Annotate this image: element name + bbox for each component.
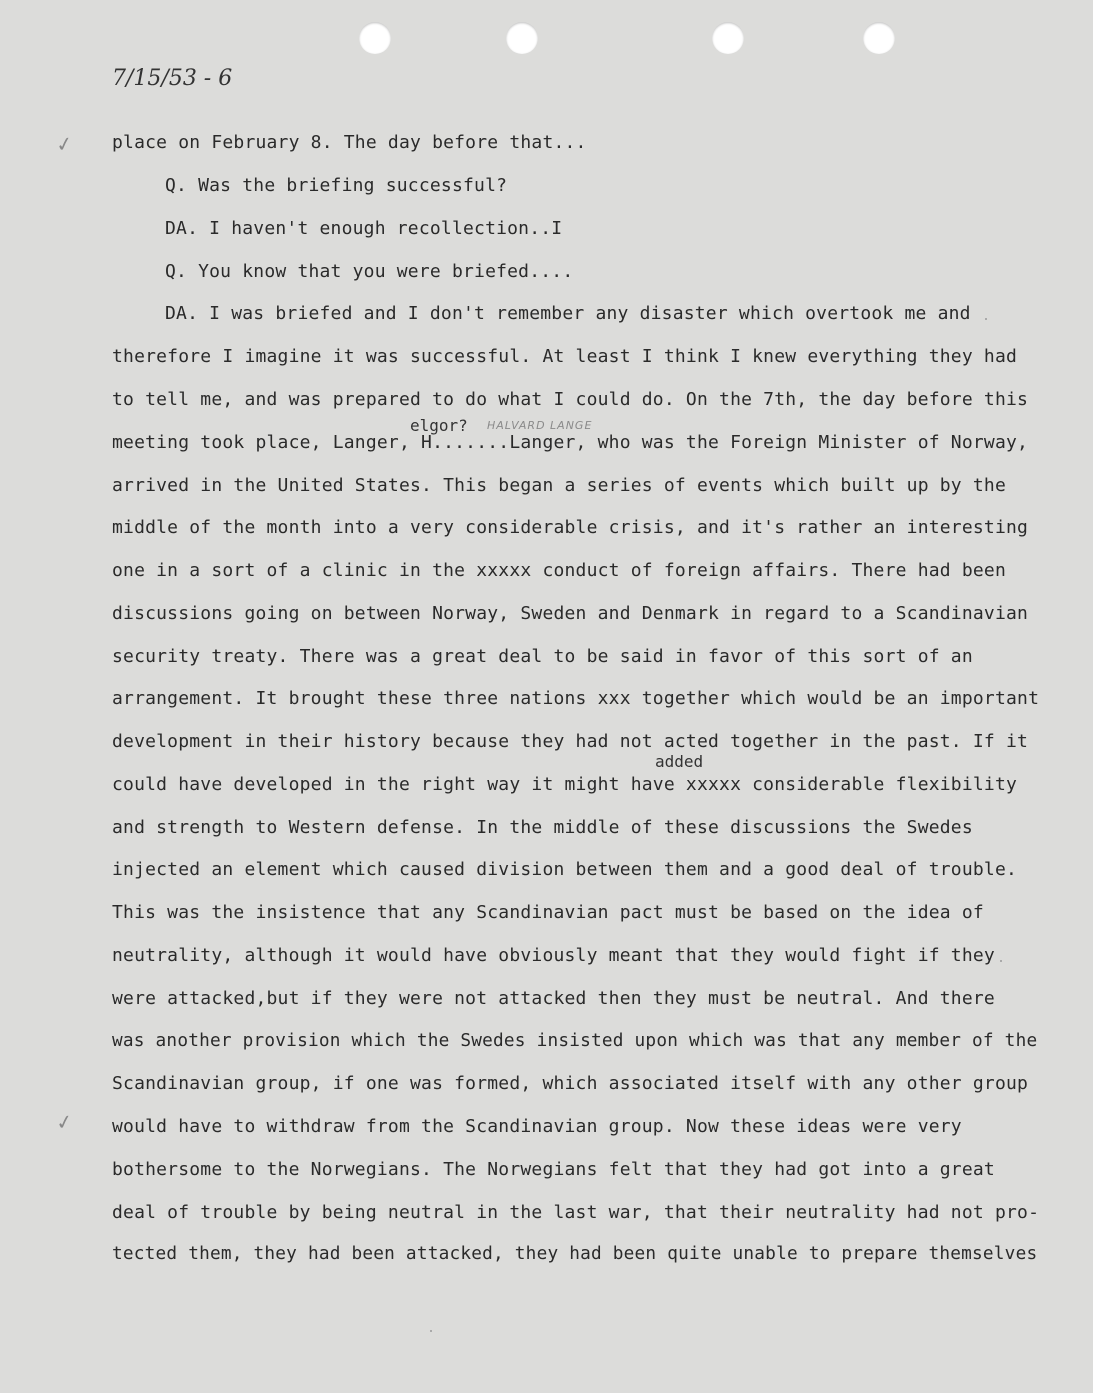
margin-check-mark: ✓: [54, 1108, 75, 1136]
punch-hole: [863, 22, 895, 54]
text-line: neutrality, although it would have obviously meant that they would fight if they: [112, 945, 995, 966]
text-line: place on February 8. The day before that...: [112, 132, 587, 153]
punch-hole: [359, 22, 391, 54]
typed-insertion: added: [655, 752, 704, 771]
text-line: This was the insistence that any Scandinavian pact must be based on the idea of: [112, 902, 984, 923]
text-line: bothersome to the Norwegians. The Norwegians felt that they had got into a great: [112, 1159, 995, 1180]
text-line: and strength to Western defense. In the middle of these discussions the Swedes: [112, 817, 973, 838]
text-line: could have developed in the right way it might have xxxxx considerable flexibility: [112, 774, 1018, 795]
text-line: injected an element which caused division between them and a good deal of trouble.: [112, 859, 1018, 880]
text-line: development in their history because they had not acted together in the past. If it: [112, 731, 1029, 752]
text-line: meeting took place, Langer, H.......Langer, who was the Foreign Minister of Norway,: [112, 432, 1029, 453]
text-line: to tell me, and was prepared to do what I could do. On the 7th, the day before this: [112, 389, 1029, 410]
punch-hole: [712, 22, 744, 54]
text-line: arrived in the United States. This began a series of events which built up by the: [112, 475, 1006, 496]
text-line: would have to withdraw from the Scandinavian group. Now these ideas were very: [112, 1116, 962, 1137]
text-line: deal of trouble by being neutral in the last war, that their neutrality had not pro-: [112, 1202, 1040, 1223]
text-line: Q. Was the briefing successful?: [165, 175, 508, 196]
punch-hole: [506, 22, 538, 54]
text-line: Scandinavian group, if one was formed, which associated itself with any other group: [112, 1073, 1029, 1094]
page-identifier: 7/15/53 - 6: [112, 66, 233, 91]
text-line: DA. I haven't enough recollection..I: [165, 218, 563, 239]
text-line: therefore I imagine it was successful. At least I think I knew everything they had: [112, 346, 1018, 367]
text-line: DA. I was briefed and I don't remember any disaster which overtook me and: [165, 303, 971, 324]
text-line: was another provision which the Swedes insisted upon which was that any member of the: [112, 1031, 1038, 1051]
text-line: Q. You know that you were briefed....: [165, 261, 574, 282]
text-line: tected them, they had been attacked, they had been quite unable to prepare themselves: [112, 1244, 1038, 1264]
paper-speckle: [985, 318, 987, 320]
text-line: middle of the month into a very considerable crisis, and it's rather an interesting: [112, 517, 1029, 538]
paper-speckle: [1000, 960, 1002, 962]
text-line: were attacked,but if they were not attacked then they must be neutral. And there: [112, 988, 995, 1009]
paper-speckle: [430, 1330, 432, 1332]
handwritten-note: HALVARD LANGE: [487, 419, 593, 432]
margin-check-mark: ✓: [54, 130, 75, 158]
text-line: security treaty. There was a great deal to be said in favor of this sort of an: [112, 646, 973, 667]
typed-insertion: elgor?: [410, 416, 468, 435]
text-line: arrangement. It brought these three nations xxx together which would be an important: [112, 688, 1040, 709]
text-line: discussions going on between Norway, Sweden and Denmark in regard to a Scandinavian: [112, 603, 1029, 624]
text-line: one in a sort of a clinic in the xxxxx conduct of foreign affairs. There had been: [112, 560, 1006, 581]
